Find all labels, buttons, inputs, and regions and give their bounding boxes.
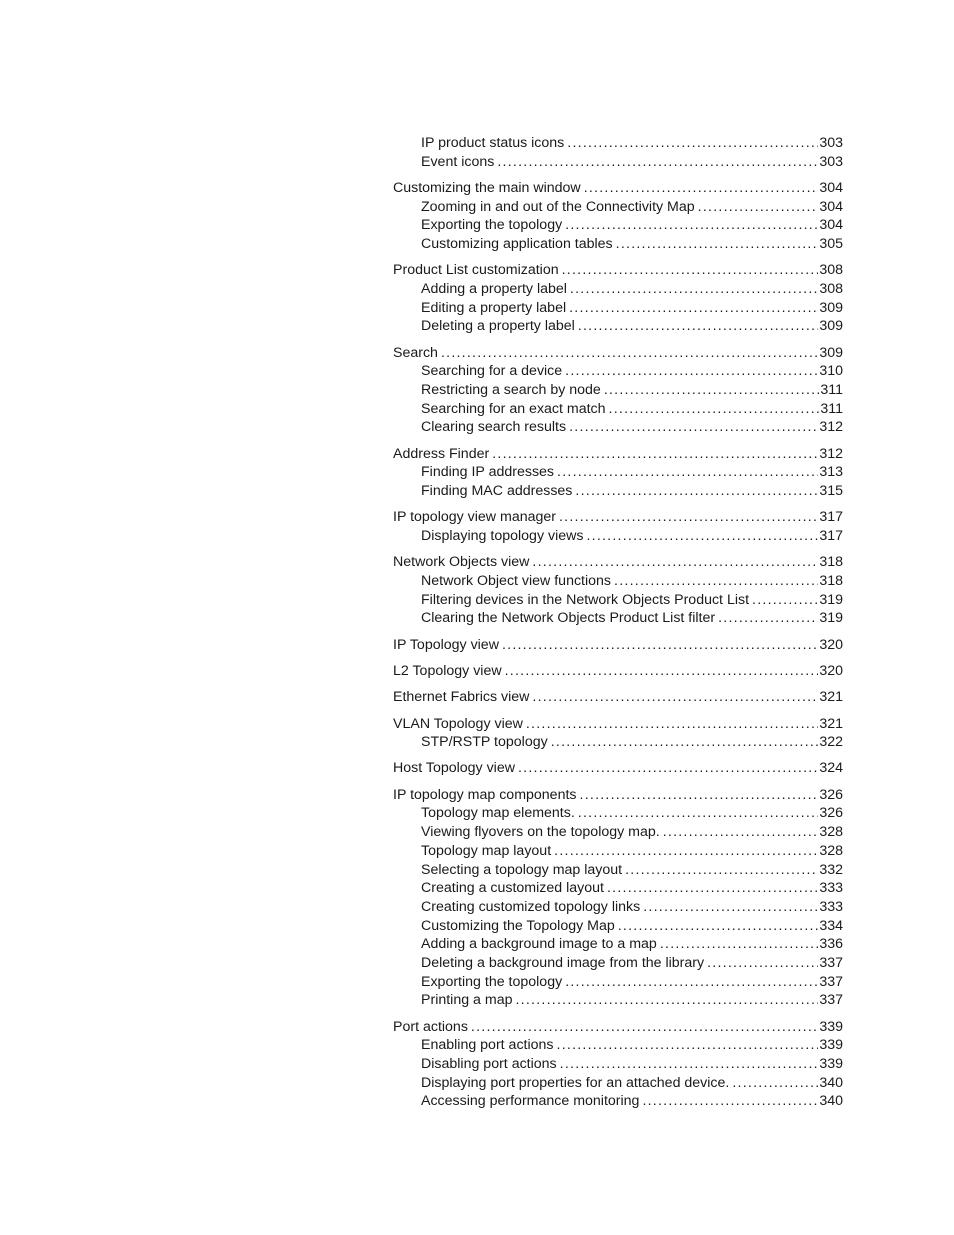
toc-page-number: 333 [819, 880, 843, 897]
toc-page-number: 304 [819, 217, 843, 234]
dot-leader [492, 445, 818, 464]
toc-entry-title: IP Topology view [393, 636, 499, 653]
toc-section-entry[interactable] [393, 715, 843, 734]
dot-leader [569, 418, 818, 437]
dot-leader [584, 179, 819, 198]
dot-leader [557, 463, 818, 482]
dot-leader [625, 861, 818, 880]
toc-page-number: 339 [819, 1055, 843, 1072]
toc-entry-title: Topology map elements. [421, 805, 575, 822]
dot-leader [526, 715, 818, 734]
toc-subsection-entry[interactable] [393, 527, 843, 546]
toc-section [393, 786, 843, 1010]
toc-entry-title: Viewing flyovers on the topology map. [421, 824, 660, 841]
dot-leader [559, 508, 818, 527]
toc-subsection-entry[interactable] [393, 299, 843, 318]
toc-section [393, 134, 843, 171]
toc-page-number: 324 [819, 760, 843, 777]
toc-section-entry[interactable] [393, 688, 843, 707]
toc-page-number: 337 [819, 973, 843, 990]
toc-page-number: 318 [819, 573, 843, 589]
dot-leader [497, 153, 818, 172]
dot-leader [616, 235, 819, 254]
toc-entry-title: Disabling port actions [421, 1055, 557, 1072]
toc-subsection-entry[interactable] [393, 134, 843, 153]
toc-subsection-entry[interactable] [393, 216, 843, 235]
toc-page-number: 310 [819, 363, 843, 380]
dot-leader [660, 935, 819, 954]
toc-subsection-entry[interactable] [393, 733, 843, 752]
toc-subsection-entry[interactable] [393, 823, 843, 842]
toc-subsection-entry[interactable] [393, 198, 843, 217]
toc-section [393, 636, 843, 655]
toc-page-number: 309 [819, 299, 843, 316]
dot-leader [565, 216, 818, 235]
dot-leader [607, 879, 818, 898]
toc-section [393, 715, 843, 752]
toc-page-number: 309 [819, 344, 843, 361]
toc-entry-title: Adding a property label [421, 281, 567, 297]
toc-subsection-entry[interactable] [393, 609, 843, 628]
toc-section-entry[interactable] [393, 261, 843, 280]
toc-section-entry[interactable] [393, 1018, 843, 1037]
toc-page-number: 311 [820, 382, 843, 399]
toc-subsection-entry[interactable] [393, 973, 843, 992]
toc-entry-title: Displaying port properties for an attached device. [421, 1074, 730, 1091]
dot-leader [663, 823, 819, 842]
toc-section [393, 261, 843, 336]
toc-page-number: 312 [819, 445, 843, 462]
dot-leader [554, 842, 818, 861]
toc-entry-title: L2 Topology view [393, 662, 502, 679]
toc-entry-title: Creating customized topology links [421, 898, 641, 915]
toc-section [393, 508, 843, 545]
toc-page-number: 340 [819, 1074, 843, 1091]
toc-subsection-entry[interactable] [393, 879, 843, 898]
toc-entry-title: Finding MAC addresses [421, 483, 573, 500]
dot-leader [565, 362, 818, 381]
dot-leader [560, 1055, 819, 1074]
toc-page-number: 328 [819, 842, 843, 859]
dot-leader [580, 786, 819, 805]
toc-page-number: 326 [819, 786, 843, 803]
toc-entry-title: Exporting the topology [421, 217, 563, 234]
toc-entry-title: Enabling port actions [421, 1037, 554, 1054]
toc-section [393, 445, 843, 501]
toc-page-number: 305 [819, 236, 843, 253]
toc-page-number: 318 [819, 554, 843, 571]
toc-entry-title: Product List customization [393, 262, 559, 279]
toc-subsection-entry[interactable] [393, 804, 843, 823]
toc-page-number: 317 [819, 509, 843, 526]
toc-section-entry[interactable] [393, 445, 843, 464]
toc-entry-title: Clearing search results [421, 419, 567, 436]
toc-page-number: 337 [819, 954, 843, 971]
toc-page-number: 319 [819, 591, 843, 608]
toc-page-number: 303 [819, 153, 843, 170]
toc-subsection-entry[interactable] [393, 861, 843, 880]
toc-section-entry[interactable] [393, 636, 843, 655]
toc-entry-title: Editing a property label [421, 299, 567, 316]
toc-section-entry[interactable] [393, 508, 843, 527]
toc-entry-title: Address Finder [393, 445, 490, 462]
toc-entry-title: Customizing the main window [393, 179, 581, 196]
dot-leader [565, 973, 818, 992]
toc-section [393, 1018, 843, 1111]
toc-page-number: 309 [819, 318, 843, 335]
toc-page-number: 304 [819, 198, 843, 215]
toc-subsection-entry[interactable] [393, 572, 843, 591]
toc-entry-title: Exporting the topology [421, 973, 563, 990]
toc-entry-title: IP topology view manager [393, 509, 556, 526]
toc-subsection-entry[interactable] [393, 463, 843, 482]
toc-page-number: 312 [819, 419, 843, 436]
toc-section [393, 662, 843, 681]
toc-page-number: 319 [819, 610, 843, 627]
toc-entry-title: Searching for a device [421, 363, 563, 380]
toc-entry-title: IP topology map components [393, 786, 577, 803]
toc-page-number: 328 [819, 824, 843, 841]
toc-subsection-entry[interactable] [393, 935, 843, 954]
dot-leader [698, 198, 819, 217]
dot-leader [752, 591, 818, 610]
toc-entry-title: Filtering devices in the Network Objects Product List [421, 591, 750, 608]
dot-leader [575, 482, 818, 501]
toc-entry-title: VLAN Topology view [393, 715, 523, 732]
dot-leader [604, 381, 820, 400]
toc-page-number: 313 [819, 464, 843, 481]
dot-leader [618, 917, 819, 936]
toc-section-entry[interactable] [393, 553, 843, 572]
toc-entry-title: STP/RSTP topology [421, 734, 548, 751]
dot-leader [532, 553, 818, 572]
dot-leader [609, 400, 820, 419]
toc-subsection-entry[interactable] [393, 898, 843, 917]
toc-entry-title: Deleting a background image from the library [421, 954, 705, 971]
dot-leader [707, 954, 818, 973]
toc-page-number: 332 [819, 861, 843, 878]
toc-subsection-entry[interactable] [393, 317, 843, 336]
toc-section [393, 688, 843, 707]
toc-page-number: 304 [819, 179, 843, 196]
dot-leader [532, 688, 818, 707]
toc-section-entry[interactable] [393, 179, 843, 198]
toc-entry-title: Event icons [421, 153, 495, 170]
toc-entry-title: Clearing the Network Objects Product List filter [421, 610, 716, 627]
toc-subsection-entry[interactable] [393, 954, 843, 973]
toc-section-entry[interactable] [393, 662, 843, 681]
toc-page-number: 321 [819, 715, 843, 732]
toc-subsection-entry[interactable] [393, 1092, 843, 1111]
toc-entry-title: IP product status icons [421, 135, 565, 151]
toc-entry-title: Search [393, 344, 438, 361]
toc-section-entry[interactable] [393, 786, 843, 805]
toc-subsection-entry[interactable] [393, 153, 843, 172]
toc-subsection-entry[interactable] [393, 400, 843, 419]
toc-subsection-entry[interactable] [393, 991, 843, 1010]
toc-subsection-entry[interactable] [393, 381, 843, 400]
toc-entry-title: Restricting a search by node [421, 382, 601, 399]
dot-leader [643, 898, 818, 917]
toc-subsection-entry[interactable] [393, 1055, 843, 1074]
toc-section-entry[interactable] [393, 344, 843, 363]
dot-leader [441, 344, 818, 363]
dot-leader [557, 1036, 819, 1055]
toc-entry-title: Zooming in and out of the Connectivity Map [421, 198, 695, 215]
toc-subsection-entry[interactable] [393, 591, 843, 610]
dot-leader [551, 733, 819, 752]
dot-leader [569, 299, 818, 318]
toc-page-number: 311 [820, 400, 843, 417]
toc-subsection-entry[interactable] [393, 235, 843, 254]
toc-entry-title: Customizing the Topology Map [421, 917, 615, 934]
toc-entry-title: Deleting a property label [421, 318, 575, 335]
dot-leader [570, 280, 818, 299]
toc-page-number: 320 [819, 636, 843, 653]
toc-entry-title: Searching for an exact match [421, 400, 606, 417]
toc-page-number: 321 [819, 689, 843, 706]
toc-page-number: 317 [819, 528, 843, 545]
toc-page-number: 339 [819, 1018, 843, 1035]
dot-leader [518, 759, 818, 778]
toc-entry-title: Network Objects view [393, 554, 530, 571]
dot-leader [586, 527, 818, 546]
toc-page-number: 340 [819, 1093, 843, 1110]
toc-page-number: 334 [819, 917, 843, 934]
toc-entry-title: Topology map layout [421, 842, 552, 859]
dot-leader [471, 1018, 818, 1037]
toc-page-number: 337 [819, 992, 843, 1009]
toc-entry-title: Selecting a topology map layout [421, 861, 623, 878]
toc-entry-title: Network Object view functions [421, 573, 612, 589]
dot-leader [562, 261, 819, 280]
toc-subsection-entry[interactable] [393, 1074, 843, 1093]
toc-page-number: 308 [819, 262, 843, 279]
toc-entry-title: Displaying topology views [421, 528, 584, 545]
toc-entry-title: Printing a map [421, 992, 513, 1009]
toc-section-entry[interactable] [393, 759, 843, 778]
dot-leader [718, 609, 818, 628]
toc-subsection-entry[interactable] [393, 362, 843, 381]
toc-entry-title: Accessing performance monitoring [421, 1093, 640, 1110]
dot-leader [614, 572, 818, 591]
toc-page-number: 315 [819, 483, 843, 500]
toc-page-number: 326 [819, 805, 843, 822]
toc-subsection-entry[interactable] [393, 842, 843, 861]
toc-subsection-entry[interactable] [393, 917, 843, 936]
toc-subsection-entry[interactable] [393, 1036, 843, 1055]
toc-subsection-entry[interactable] [393, 418, 843, 437]
dot-leader [578, 804, 819, 823]
toc-page-number: 320 [819, 662, 843, 679]
dot-leader [502, 636, 818, 655]
toc-page-number: 303 [819, 135, 843, 151]
toc-entry-title: Port actions [393, 1018, 468, 1035]
toc-section [393, 179, 843, 254]
toc-entry-title: Host Topology view [393, 760, 515, 777]
toc-section [393, 759, 843, 778]
dot-leader [515, 991, 818, 1010]
toc-section [393, 553, 843, 628]
toc-entry-title: Creating a customized layout [421, 880, 604, 897]
toc-entry-title: Ethernet Fabrics view [393, 689, 530, 706]
toc-entry-title: Finding IP addresses [421, 464, 555, 481]
toc-subsection-entry[interactable] [393, 482, 843, 501]
toc-entry-title: Customizing application tables [421, 236, 613, 253]
dot-leader [505, 662, 819, 681]
table-of-contents [393, 134, 843, 1119]
toc-section [393, 344, 843, 437]
toc-page-number: 339 [819, 1037, 843, 1054]
toc-page-number: 333 [819, 898, 843, 915]
toc-page-number: 336 [819, 936, 843, 953]
dot-leader [578, 317, 819, 336]
dot-leader [567, 134, 818, 153]
toc-subsection-entry[interactable] [393, 280, 843, 299]
toc-page-number: 308 [819, 281, 843, 297]
toc-page-number: 322 [819, 734, 843, 751]
toc-entry-title: Adding a background image to a map [421, 936, 657, 953]
dot-leader [732, 1074, 818, 1093]
dot-leader [642, 1092, 818, 1111]
